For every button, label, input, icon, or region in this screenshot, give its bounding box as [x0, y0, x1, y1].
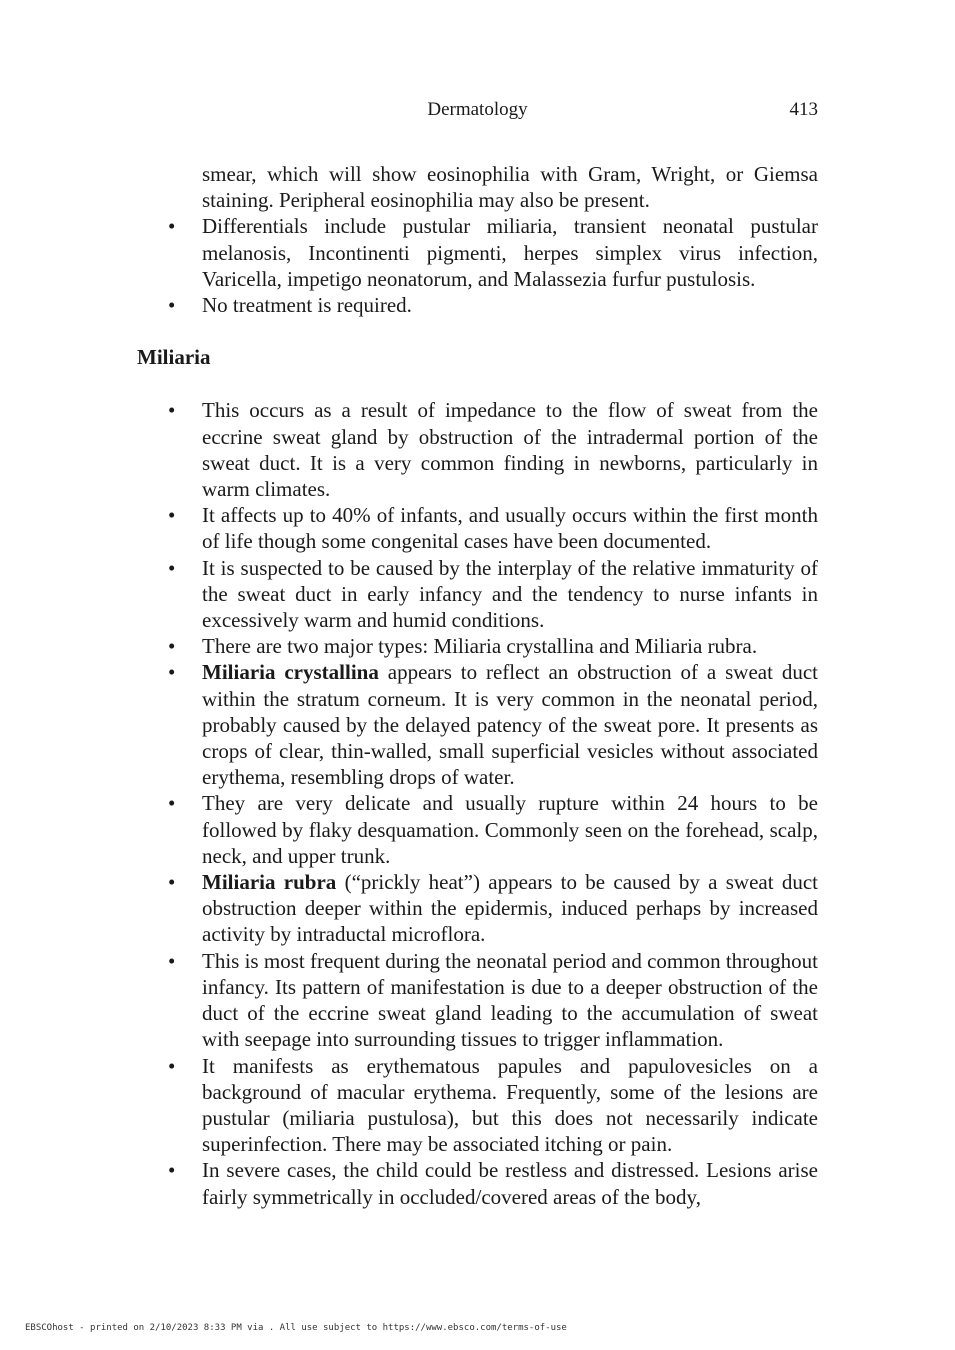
list-item: [137, 633, 818, 659]
term-miliaria-crystallina: Miliaria crystallina: [202, 660, 379, 685]
running-head-title: Dermatology: [427, 99, 528, 120]
intro-bullet-list: [137, 213, 818, 318]
page-content: [137, 161, 818, 1210]
list-item: [137, 555, 818, 634]
list-item: [137, 397, 818, 502]
list-item-text: There are two major types: Miliaria crystallina and Miliaria rubra.: [202, 634, 758, 659]
list-item: [137, 948, 818, 1053]
list-item: [137, 869, 818, 948]
page-number: 413: [789, 99, 818, 120]
section-heading: Miliaria: [137, 345, 211, 370]
list-item-text: (“prickly heat”) appears to be caused by a sweat duct obstruction deeper within the epidermis, induced perhaps by increased activity by intraductal microflora.: [202, 870, 819, 947]
list-item: [137, 790, 818, 869]
list-item-text: It is suspected to be caused by the interplay of the relative immaturity of the sweat duct in early infancy and the tendency to nurse infants in excessively warm and humid conditions.: [202, 555, 818, 633]
list-item: [137, 1157, 818, 1209]
list-item: [137, 659, 818, 790]
continued-paragraph: smear, which will show eosinophilia with Gram, Wright, or Giemsa staining. Peripheral eosinophilia may also be present.: [202, 162, 818, 213]
list-item-text: appears to reflect an obstruction of a sweat duct within the stratum corneum. It is very common in the neonatal period, probably caused by the delayed patency of the sweat pore. It presents as crops of clear, thin-walled, small superficial vesicles without associated erythema, resembling drops of water.: [202, 660, 818, 790]
list-item-text: This is most frequent during the neonatal period and common throughout infancy. Its pattern of manifestation is due to a deeper obstruction of the duct of the eccrine sweat gland leading to the accumulation of sweat with seepage into surrounding tissues to trigger inflammation.: [202, 948, 818, 1052]
list-item: [137, 502, 818, 554]
list-item-text: They are very delicate and usually rupture within 24 hours to be followed by flaky desquamation. Commonly seen on the forehead, scalp, neck, and upper trunk.: [202, 791, 818, 868]
list-item: • No treatment is required.: [137, 292, 818, 318]
list-item-text: It affects up to 40% of infants, and usually occurs within the first month of life though some congenital cases have been documented.: [202, 503, 818, 554]
list-item: • Differentials include pustular miliaria, transient neonatal pustular melanosis, Incontinenti pigmenti, herpes simplex virus infection, Varicella, impetigo neonatorum, and Malassezia furfur pustulosis.: [137, 213, 818, 292]
list-item-text: This occurs as a result of impedance to the flow of sweat from the eccrine sweat gland by obstruction of the intradermal portion of the sweat duct. It is a very common finding in newborns, particularly in warm climates.: [202, 398, 818, 502]
term-miliaria-rubra: Miliaria rubra: [202, 870, 337, 895]
list-item-text: It manifests as erythematous papules and papulovesicles on a background of macular erythema. Frequently, some of the lesions are pustular (miliaria pustulosa), but this does not necessarily indicate superinfection. There may be associated itching or pain.: [202, 1053, 818, 1157]
print-footer: EBSCOhost - printed on 2/10/2023 8:33 PM via . All use subject to https://www.ebsco.com/terms-of-use: [25, 1323, 567, 1333]
miliaria-bullet-list: [137, 397, 818, 1209]
running-head: [137, 97, 818, 123]
list-item: [137, 1053, 818, 1158]
list-item-text: In severe cases, the child could be restless and distressed. Lesions arise fairly symmetrically in occluded/covered areas of the body,: [202, 1158, 818, 1209]
